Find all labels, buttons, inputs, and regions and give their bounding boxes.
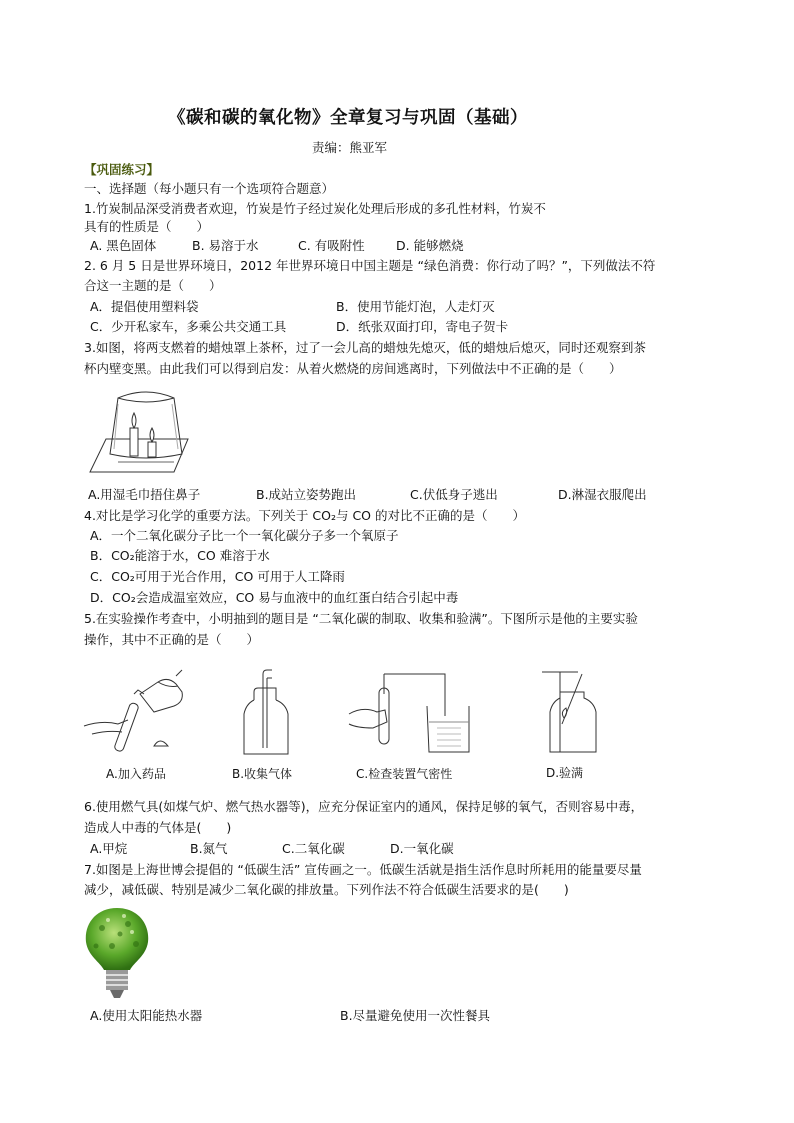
lab-figure-collect-gas (232, 670, 302, 760)
candle-cup-figure (88, 384, 198, 479)
q2-option-b: B．使用节能灯泡，人走灯灭 (336, 299, 495, 314)
q4-option-d: D．CO₂会造成温室效应，CO 易与血液中的血红蛋白结合引起中毒 (90, 590, 459, 605)
lab-figure-check-full (538, 668, 608, 758)
q7-stem-line1: 7.如图是上海世博会提倡的 “低碳生活” 宣传画之一。低碳生活就是指生活作息时所耗用的能量要尽量 (84, 862, 642, 877)
lab-figure-airtightness (345, 666, 475, 758)
q3-option-d: D.淋湿衣服爬出 (558, 487, 647, 502)
q6-option-d: D.一氧化碳 (390, 841, 454, 856)
q4-option-a: A．一个二氧化碳分子比一个一氧化碳分子多一个氧原子 (90, 528, 399, 543)
q6-stem-line1: 6.使用燃气具(如煤气炉、燃气热水器等)，应充分保证室内的通风，保持足够的氧气，否则容易中毒， (84, 799, 644, 814)
q4-option-b: B．CO₂能溶于水，CO 难溶于水 (90, 548, 270, 563)
hand-icon (84, 720, 128, 726)
bottle-neck (254, 688, 276, 700)
short-candle (148, 442, 156, 457)
q1-stem-line2: 具有的性质是（ ） (84, 219, 210, 234)
q1-option-b: B. 易溶于水 (192, 238, 259, 253)
q1-option-a: A. 黑色固体 (90, 238, 157, 253)
q3-option-c: C.伏低身子逃出 (410, 487, 498, 502)
tall-candle (130, 428, 138, 456)
stopper (154, 741, 168, 746)
gas-bottle (550, 692, 596, 752)
q3-stem-line1: 3.如图，将两支燃着的蜡烛罩上茶杯，过了一会儿高的蜡烛先熄灭，低的蜡烛后熄灭，同时还观察到茶 (84, 340, 646, 355)
q1-stem-line1: 1.竹炭制品深受消费者欢迎，竹炭是竹子经过炭化处理后形成的多孔性材料，竹炭不 (84, 201, 546, 216)
q5-option-a: A.加入药品 (106, 767, 166, 781)
q6-option-b: B.氮气 (190, 841, 228, 856)
q5-option-d: D.验满 (546, 766, 584, 780)
q3-option-b: B.成站立姿势跑出 (256, 487, 357, 502)
test-tube (379, 688, 389, 744)
leaf-bulb-icon (86, 908, 148, 970)
q2-stem-line2: 合这一主题的是（ ） (84, 278, 222, 293)
q4-stem: 4.对比是学习化学的重要方法。下列关于 CO₂与 CO 的对比不正确的是（ ） (84, 508, 525, 523)
q3-stem-line2: 杯内壁变黑。由此我们可以得到启发：从着火燃烧的房间逃离时，下列做法中不正确的是（ ） (84, 361, 622, 376)
gas-bottle (244, 700, 288, 754)
q7-option-a: A.使用太阳能热水器 (90, 1008, 203, 1023)
q2-stem-line1: 2. 6 月 5 日是世界环境日，2012 年世界环境日中国主题是 “绿色消费：你行动了吗？”，下列做法不符 (84, 258, 656, 273)
lab-figure-add-reagent (82, 668, 192, 758)
q5-stem-line2: 操作，其中不正确的是（ ） (84, 632, 260, 647)
glass-tube (384, 674, 445, 716)
q1-option-c: C. 有吸附性 (298, 238, 365, 253)
q5-stem-line1: 5.在实验操作考查中，小明抽到的题目是 “二氧化碳的制取、收集和验满”。下图所示是他的主要实验 (84, 611, 638, 626)
q6-option-c: C.二氧化碳 (282, 841, 345, 856)
q7-stem-line2: 减少，减低碳、特别是减少二氧化碳的排放量。下列作法不符合低碳生活要求的是( ) (84, 882, 569, 897)
q2-option-d: D．纸张双面打印，寄电子贺卡 (336, 319, 509, 334)
q2-option-a: A．提倡使用塑料袋 (90, 299, 199, 314)
q1-option-d: D. 能够燃烧 (396, 238, 464, 253)
q5-option-b: B.收集气体 (232, 767, 293, 781)
green-bulb-image (82, 906, 152, 1000)
flame-icon (150, 428, 154, 442)
beaker (427, 706, 469, 752)
hand-icon (349, 709, 387, 728)
flame-icon (132, 413, 136, 428)
q6-stem-line2: 造成人中毒的气体是( ) (84, 820, 232, 835)
q7-option-b: B.尽量避免使用一次性餐具 (340, 1008, 491, 1023)
page-title: 《碳和碳的氧化物》全章复习与巩固（基础） (168, 108, 528, 128)
part-heading: 一、选择题（每小题只有一个选项符合题意） (84, 181, 335, 196)
q3-option-a: A.用湿毛巾捂住鼻子 (88, 487, 201, 502)
test-tube (114, 702, 140, 752)
reagent-bottle (140, 679, 182, 712)
q6-option-a: A.甲烷 (90, 841, 128, 856)
q5-option-c: C.检查装置气密性 (356, 767, 453, 781)
q4-option-c: C．CO₂可用于光合作用，CO 可用于人工降雨 (90, 569, 345, 584)
editor-line: 责编：熊亚军 (312, 140, 388, 155)
section-heading: 【巩固练习】 (84, 162, 160, 177)
q2-option-c: C．少开私家车，多乘公共交通工具 (90, 319, 287, 334)
